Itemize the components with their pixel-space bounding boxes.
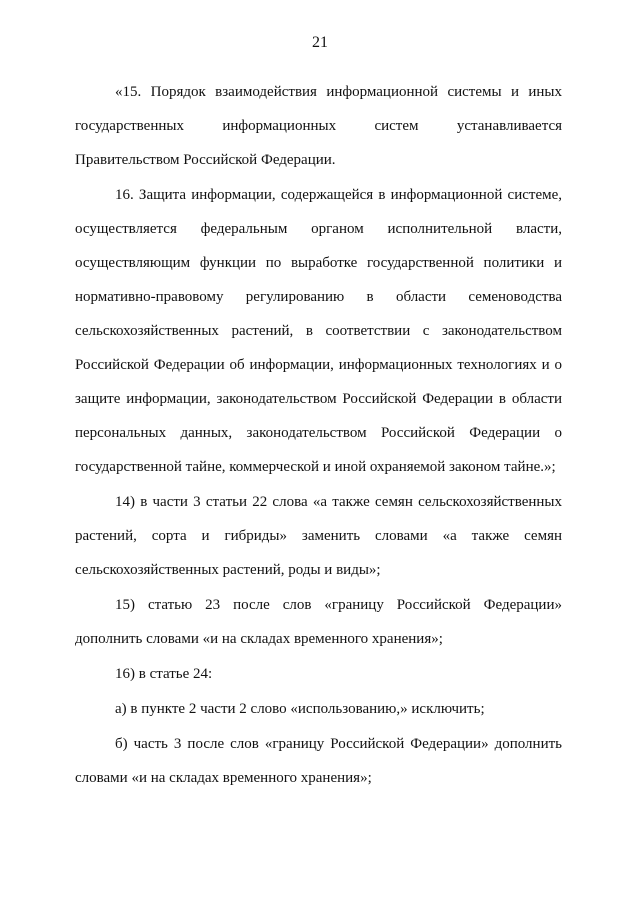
amendment-15: 15) статью 23 после слов «границу Российской Федерации» дополнить словами «и на складах временного хранения»; [75,597,562,647]
paragraph-16: 16. Защита информации, содержащейся в информационной системе, осуществляется федеральным органом исполнительной власти, осуществляющим функции по выработке государственной политики и нормативно-правовому регулированию в области семеноводства сельскохозяйственных растений, в соответствии с законодательством Российской Федерации об информации, информационных технологиях и о защите информации, законодательством Российской Федерации в области персональных данных, законодательством Российской Федерации о государственной тайне, коммерческой и иной охраняемой законом тайне.»; [75,187,562,475]
page-number: 21 [312,34,328,51]
amendment-16-heading: 16) в статье 24: [115,666,213,682]
paragraph-15: «15. Порядок взаимодействия информационной системы и иных государственных информационных систем устанавливается Правительством Российской Федерации. [75,84,562,168]
amendment-16-b: б) часть 3 после слов «границу Российской Федерации» дополнить словами «и на складах временного хранения»; [75,736,562,786]
amendment-14: 14) в части 3 статьи 22 слова «а также семян сельскохозяйственных растений, сорта и гибриды» заменить словами «а также семян сельскохозяйственных растений, роды и виды»; [75,494,562,578]
amendment-16-a: а) в пункте 2 части 2 слово «использованию,» исключить; [115,701,485,717]
document-body [75,75,562,795]
